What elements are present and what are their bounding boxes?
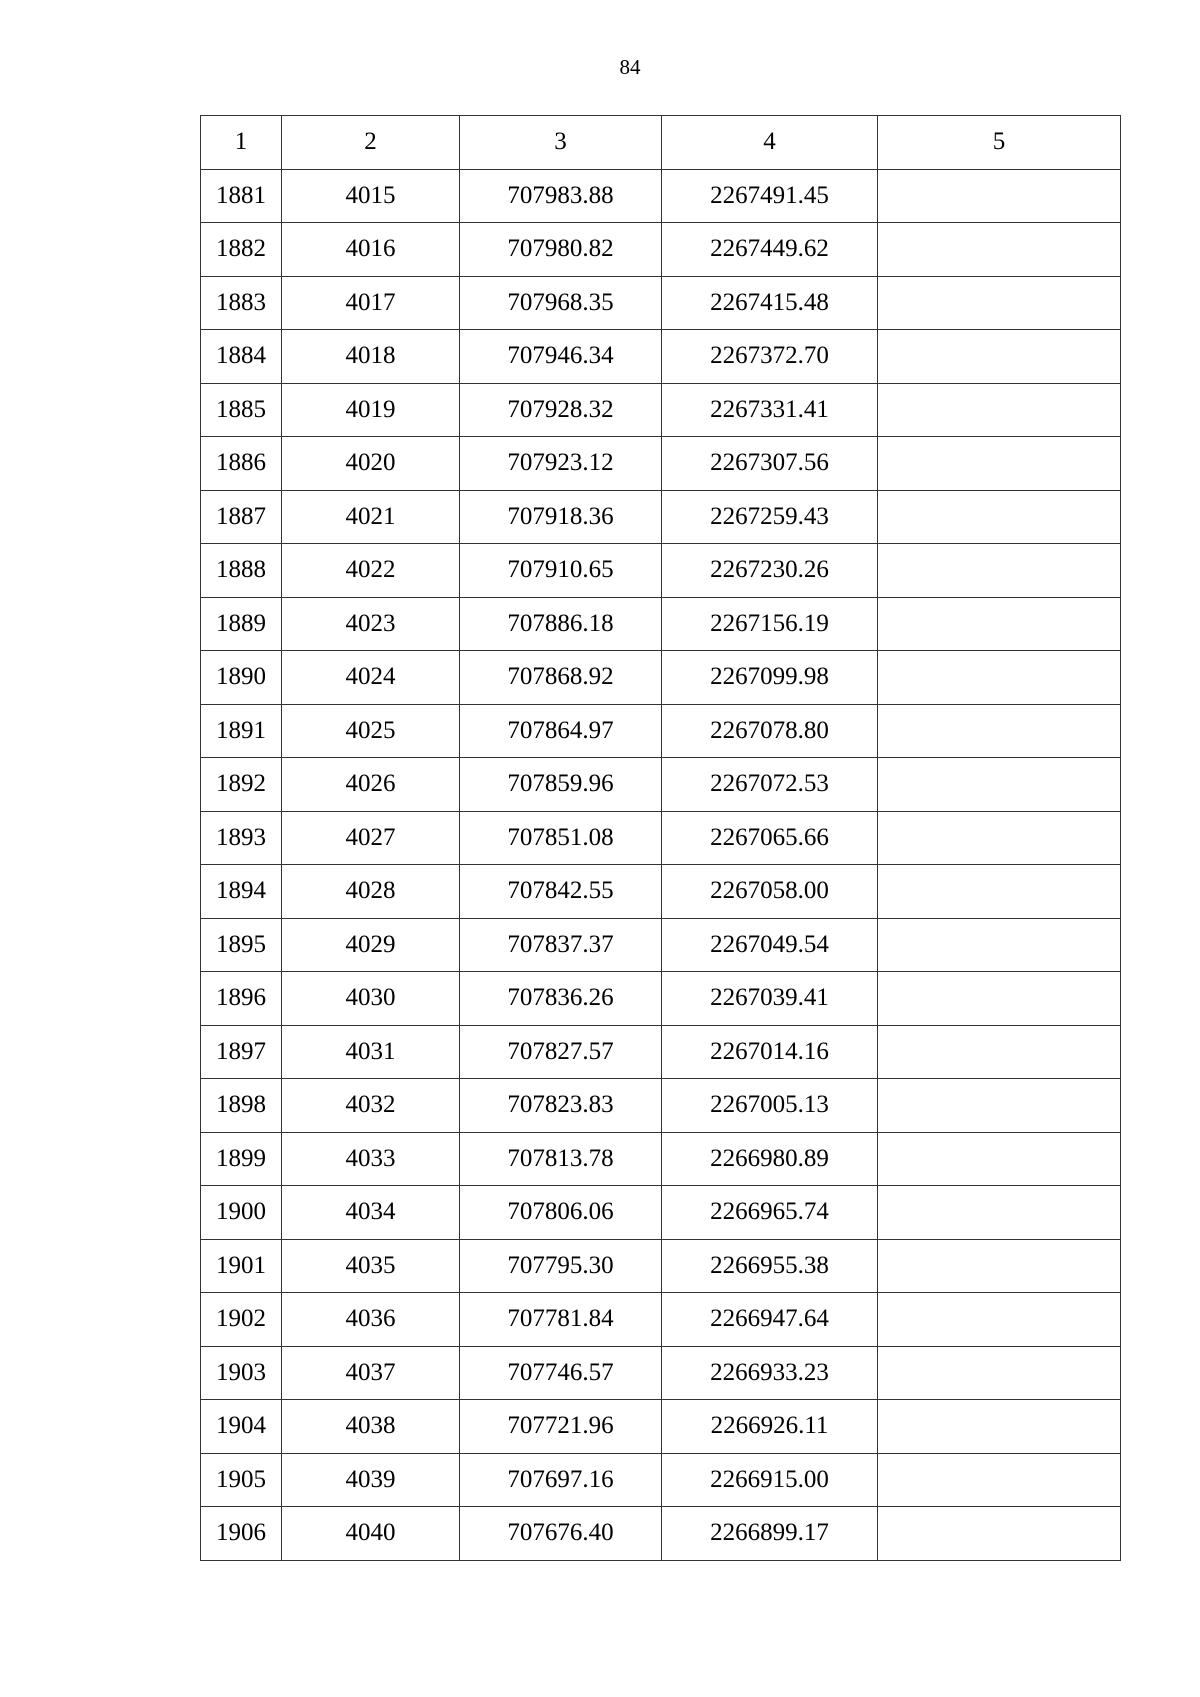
point-number-cell: 1890 [201,651,282,705]
point-number-cell: 1883 [201,276,282,330]
point-number-cell: 1887 [201,490,282,544]
y-coordinate-cell: 2266926.11 [662,1400,878,1454]
header-cell-4: 4 [662,116,878,170]
table-row [201,330,1121,384]
x-coordinate-cell: 707886.18 [460,597,662,651]
point-number-cell: 1888 [201,544,282,598]
header-row [201,116,1121,170]
x-coordinate-cell: 707851.08 [460,811,662,865]
point-number-cell: 1881 [201,169,282,223]
table-row [201,1507,1121,1561]
note-cell [878,1453,1121,1507]
point-number-cell: 1893 [201,811,282,865]
vertex-number-cell: 4016 [282,223,460,277]
x-coordinate-cell: 707746.57 [460,1346,662,1400]
table-row [201,1186,1121,1240]
point-number-cell: 1885 [201,383,282,437]
table-row [201,383,1121,437]
note-cell [878,1346,1121,1400]
x-coordinate-cell: 707827.57 [460,1025,662,1079]
note-cell [878,223,1121,277]
y-coordinate-cell: 2267331.41 [662,383,878,437]
note-cell [878,330,1121,384]
point-number-cell: 1902 [201,1293,282,1347]
table-row [201,490,1121,544]
point-number-cell: 1889 [201,597,282,651]
note-cell [878,651,1121,705]
point-number-cell: 1899 [201,1132,282,1186]
x-coordinate-cell: 707836.26 [460,972,662,1026]
y-coordinate-cell: 2267307.56 [662,437,878,491]
table-row [201,169,1121,223]
table-row [201,1293,1121,1347]
x-coordinate-cell: 707859.96 [460,758,662,812]
table-row [201,276,1121,330]
vertex-number-cell: 4040 [282,1507,460,1561]
table-row [201,972,1121,1026]
vertex-number-cell: 4025 [282,704,460,758]
x-coordinate-cell: 707983.88 [460,169,662,223]
vertex-number-cell: 4017 [282,276,460,330]
header-cell-1: 1 [201,116,282,170]
vertex-number-cell: 4023 [282,597,460,651]
table-row [201,1400,1121,1454]
vertex-number-cell: 4015 [282,169,460,223]
vertex-number-cell: 4020 [282,437,460,491]
x-coordinate-cell: 707837.37 [460,918,662,972]
y-coordinate-cell: 2266965.74 [662,1186,878,1240]
note-cell [878,972,1121,1026]
table-row [201,1453,1121,1507]
note-cell [878,1293,1121,1347]
y-coordinate-cell: 2267415.48 [662,276,878,330]
y-coordinate-cell: 2267065.66 [662,811,878,865]
table-row [201,1239,1121,1293]
x-coordinate-cell: 707864.97 [460,704,662,758]
vertex-number-cell: 4024 [282,651,460,705]
table-row [201,1079,1121,1133]
point-number-cell: 1904 [201,1400,282,1454]
note-cell [878,1400,1121,1454]
table-row [201,1132,1121,1186]
coordinates-table [200,115,1121,1561]
table-row [201,651,1121,705]
y-coordinate-cell: 2267049.54 [662,918,878,972]
y-coordinate-cell: 2266947.64 [662,1293,878,1347]
table-row [201,865,1121,919]
table-row [201,758,1121,812]
vertex-number-cell: 4026 [282,758,460,812]
point-number-cell: 1897 [201,1025,282,1079]
x-coordinate-cell: 707842.55 [460,865,662,919]
point-number-cell: 1895 [201,918,282,972]
note-cell [878,811,1121,865]
x-coordinate-cell: 707676.40 [460,1507,662,1561]
y-coordinate-cell: 2267072.53 [662,758,878,812]
table-header [201,116,1121,170]
y-coordinate-cell: 2267259.43 [662,490,878,544]
vertex-number-cell: 4030 [282,972,460,1026]
note-cell [878,704,1121,758]
x-coordinate-cell: 707923.12 [460,437,662,491]
note-cell [878,490,1121,544]
note-cell [878,437,1121,491]
note-cell [878,1507,1121,1561]
note-cell [878,383,1121,437]
x-coordinate-cell: 707868.92 [460,651,662,705]
vertex-number-cell: 4022 [282,544,460,598]
point-number-cell: 1896 [201,972,282,1026]
header-cell-2: 2 [282,116,460,170]
vertex-number-cell: 4018 [282,330,460,384]
vertex-number-cell: 4036 [282,1293,460,1347]
point-number-cell: 1892 [201,758,282,812]
y-coordinate-cell: 2267058.00 [662,865,878,919]
note-cell [878,1079,1121,1133]
y-coordinate-cell: 2267372.70 [662,330,878,384]
x-coordinate-cell: 707795.30 [460,1239,662,1293]
point-number-cell: 1882 [201,223,282,277]
vertex-number-cell: 4029 [282,918,460,972]
point-number-cell: 1905 [201,1453,282,1507]
note-cell [878,544,1121,598]
note-cell [878,1132,1121,1186]
y-coordinate-cell: 2267039.41 [662,972,878,1026]
point-number-cell: 1886 [201,437,282,491]
point-number-cell: 1891 [201,704,282,758]
note-cell [878,1025,1121,1079]
vertex-number-cell: 4038 [282,1400,460,1454]
point-number-cell: 1894 [201,865,282,919]
table-body [201,169,1121,1560]
point-number-cell: 1898 [201,1079,282,1133]
y-coordinate-cell: 2266933.23 [662,1346,878,1400]
point-number-cell: 1900 [201,1186,282,1240]
point-number-cell: 1884 [201,330,282,384]
vertex-number-cell: 4028 [282,865,460,919]
y-coordinate-cell: 2267491.45 [662,169,878,223]
x-coordinate-cell: 707781.84 [460,1293,662,1347]
y-coordinate-cell: 2267449.62 [662,223,878,277]
x-coordinate-cell: 707697.16 [460,1453,662,1507]
y-coordinate-cell: 2267230.26 [662,544,878,598]
note-cell [878,758,1121,812]
vertex-number-cell: 4033 [282,1132,460,1186]
header-cell-3: 3 [460,116,662,170]
table-row [201,704,1121,758]
table-row [201,811,1121,865]
vertex-number-cell: 4035 [282,1239,460,1293]
x-coordinate-cell: 707968.35 [460,276,662,330]
vertex-number-cell: 4021 [282,490,460,544]
y-coordinate-cell: 2267005.13 [662,1079,878,1133]
y-coordinate-cell: 2266955.38 [662,1239,878,1293]
x-coordinate-cell: 707946.34 [460,330,662,384]
vertex-number-cell: 4039 [282,1453,460,1507]
note-cell [878,1239,1121,1293]
note-cell [878,597,1121,651]
y-coordinate-cell: 2267156.19 [662,597,878,651]
x-coordinate-cell: 707980.82 [460,223,662,277]
x-coordinate-cell: 707823.83 [460,1079,662,1133]
note-cell [878,1186,1121,1240]
x-coordinate-cell: 707721.96 [460,1400,662,1454]
y-coordinate-cell: 2266915.00 [662,1453,878,1507]
x-coordinate-cell: 707918.36 [460,490,662,544]
y-coordinate-cell: 2267099.98 [662,651,878,705]
y-coordinate-cell: 2267078.80 [662,704,878,758]
y-coordinate-cell: 2266980.89 [662,1132,878,1186]
point-number-cell: 1901 [201,1239,282,1293]
table-row [201,597,1121,651]
note-cell [878,276,1121,330]
x-coordinate-cell: 707910.65 [460,544,662,598]
note-cell [878,918,1121,972]
table-row [201,544,1121,598]
header-cell-5: 5 [878,116,1121,170]
vertex-number-cell: 4032 [282,1079,460,1133]
vertex-number-cell: 4031 [282,1025,460,1079]
note-cell [878,169,1121,223]
point-number-cell: 1906 [201,1507,282,1561]
table-row [201,223,1121,277]
vertex-number-cell: 4027 [282,811,460,865]
table-row [201,1346,1121,1400]
page-number: 84 [619,55,641,79]
point-number-cell: 1903 [201,1346,282,1400]
vertex-number-cell: 4037 [282,1346,460,1400]
x-coordinate-cell: 707928.32 [460,383,662,437]
table-row [201,437,1121,491]
y-coordinate-cell: 2266899.17 [662,1507,878,1561]
table-row [201,1025,1121,1079]
vertex-number-cell: 4034 [282,1186,460,1240]
note-cell [878,865,1121,919]
x-coordinate-cell: 707806.06 [460,1186,662,1240]
y-coordinate-cell: 2267014.16 [662,1025,878,1079]
table-row [201,918,1121,972]
x-coordinate-cell: 707813.78 [460,1132,662,1186]
vertex-number-cell: 4019 [282,383,460,437]
